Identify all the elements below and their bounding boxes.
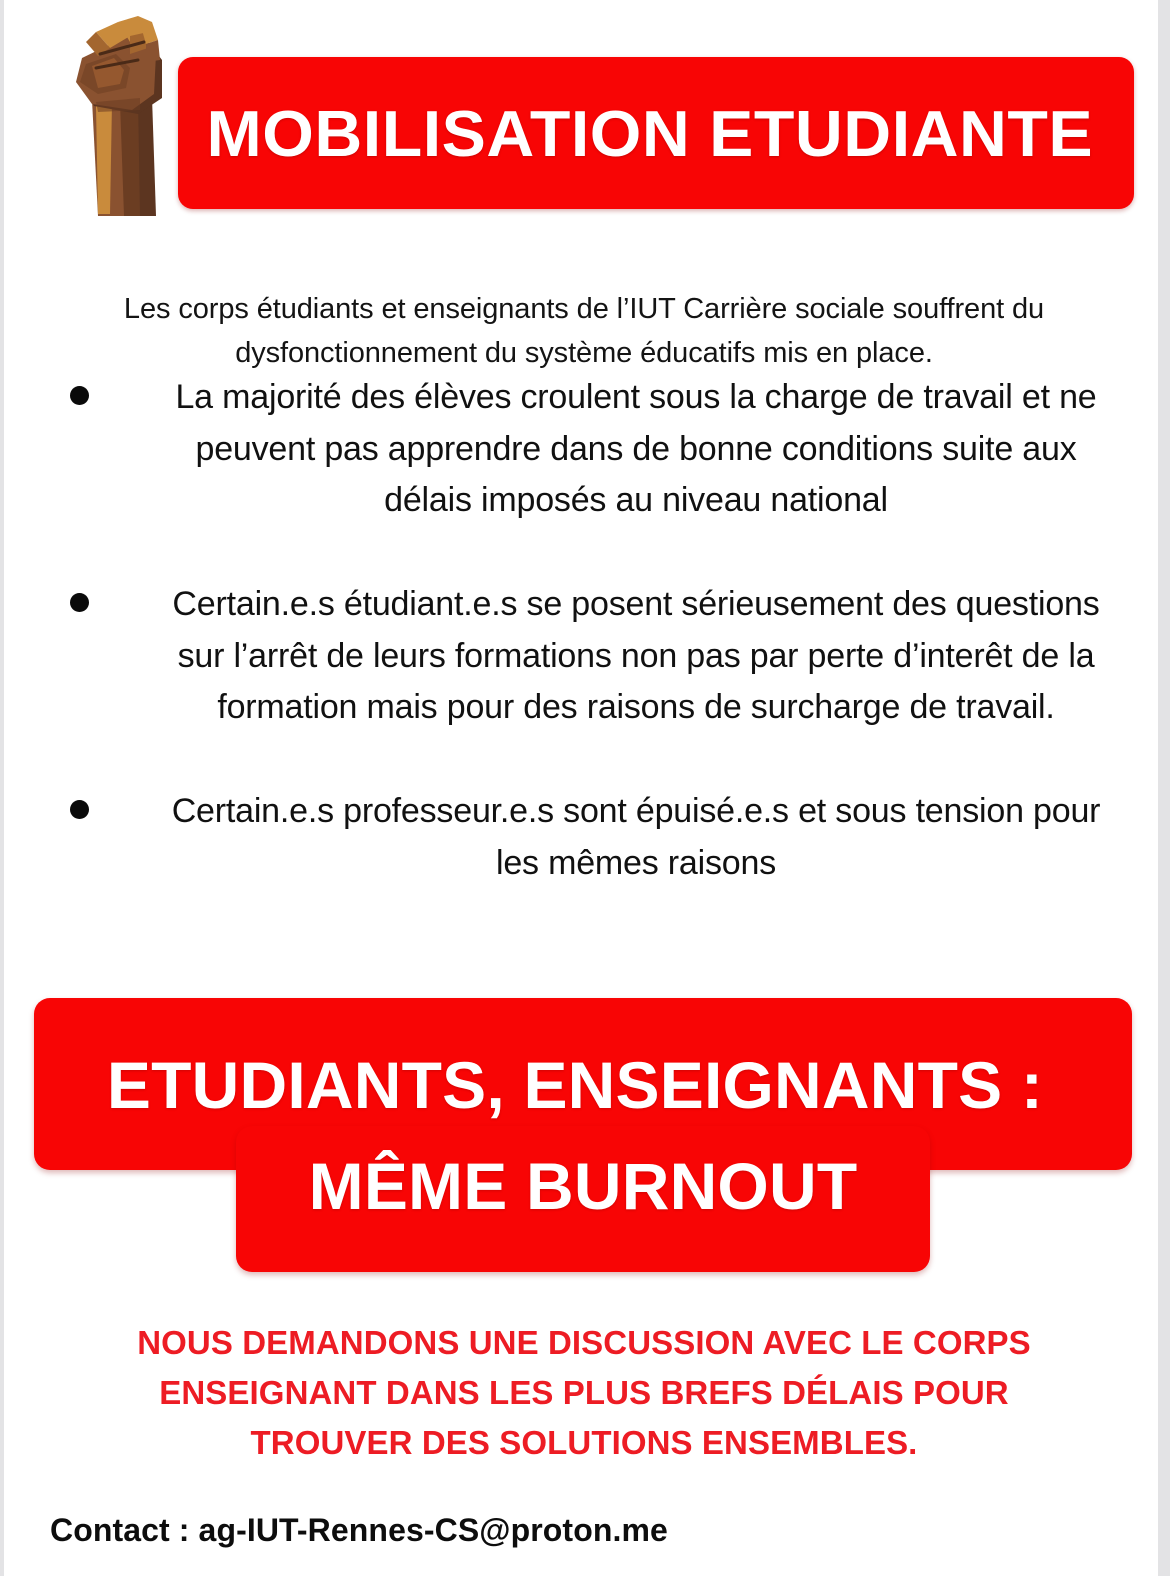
raised-fist-icon xyxy=(52,2,174,224)
bullet-list xyxy=(56,372,1116,941)
list-item-text: Certain.e.s étudiant.e.s se posent sérieusement des questions sur l’arrêt de leurs formations non pas par perte d’interêt de la formation mais pour des raisons de surcharge de travail. xyxy=(172,585,1100,727)
contact-line: Contact : ag-IUT-Rennes-CS@proton.me xyxy=(50,1512,668,1548)
poster-header xyxy=(4,0,1154,232)
bullet-dot-icon xyxy=(70,386,89,405)
demand-statement xyxy=(49,1318,1119,1468)
demand-line-2: ENSEIGNANT DANS LES PLUS BREFS DÉLAIS POUR xyxy=(159,1374,1009,1412)
bullet-dot-icon xyxy=(70,800,89,819)
intro-paragraph: Les corps étudiants et enseignants de l’IUT Carrière sociale souffrent du dysfonctionnement du système éducatifs mis en place. xyxy=(123,293,1045,370)
page-title: MOBILISATION ETUDIANTE xyxy=(206,96,1094,170)
list-item xyxy=(56,786,1116,889)
title-banner xyxy=(178,57,1134,209)
list-item xyxy=(56,579,1116,734)
bullet-dot-icon xyxy=(70,593,89,612)
list-item-text: La majorité des élèves croulent sous la charge de travail et ne peuvent pas apprendre dans de bonne conditions suite aux délais imposés au niveau national xyxy=(175,378,1097,520)
slogan-banner xyxy=(4,998,1154,1288)
slogan-line-2: MÊME BURNOUT xyxy=(308,1149,858,1223)
list-item-text: Certain.e.s professeur.e.s sont épuisé.e.s et sous tension pour les mêmes raisons xyxy=(171,792,1101,882)
list-item xyxy=(56,372,1116,527)
demand-line-3: TROUVER DES SOLUTIONS ENSEMBLES. xyxy=(250,1424,918,1462)
demand-line-1: NOUS DEMANDONS UNE DISCUSSION AVEC LE CORPS xyxy=(137,1324,1031,1361)
slogan-line-1: ETUDIANTS, ENSEIGNANTS : xyxy=(106,1048,1044,1122)
